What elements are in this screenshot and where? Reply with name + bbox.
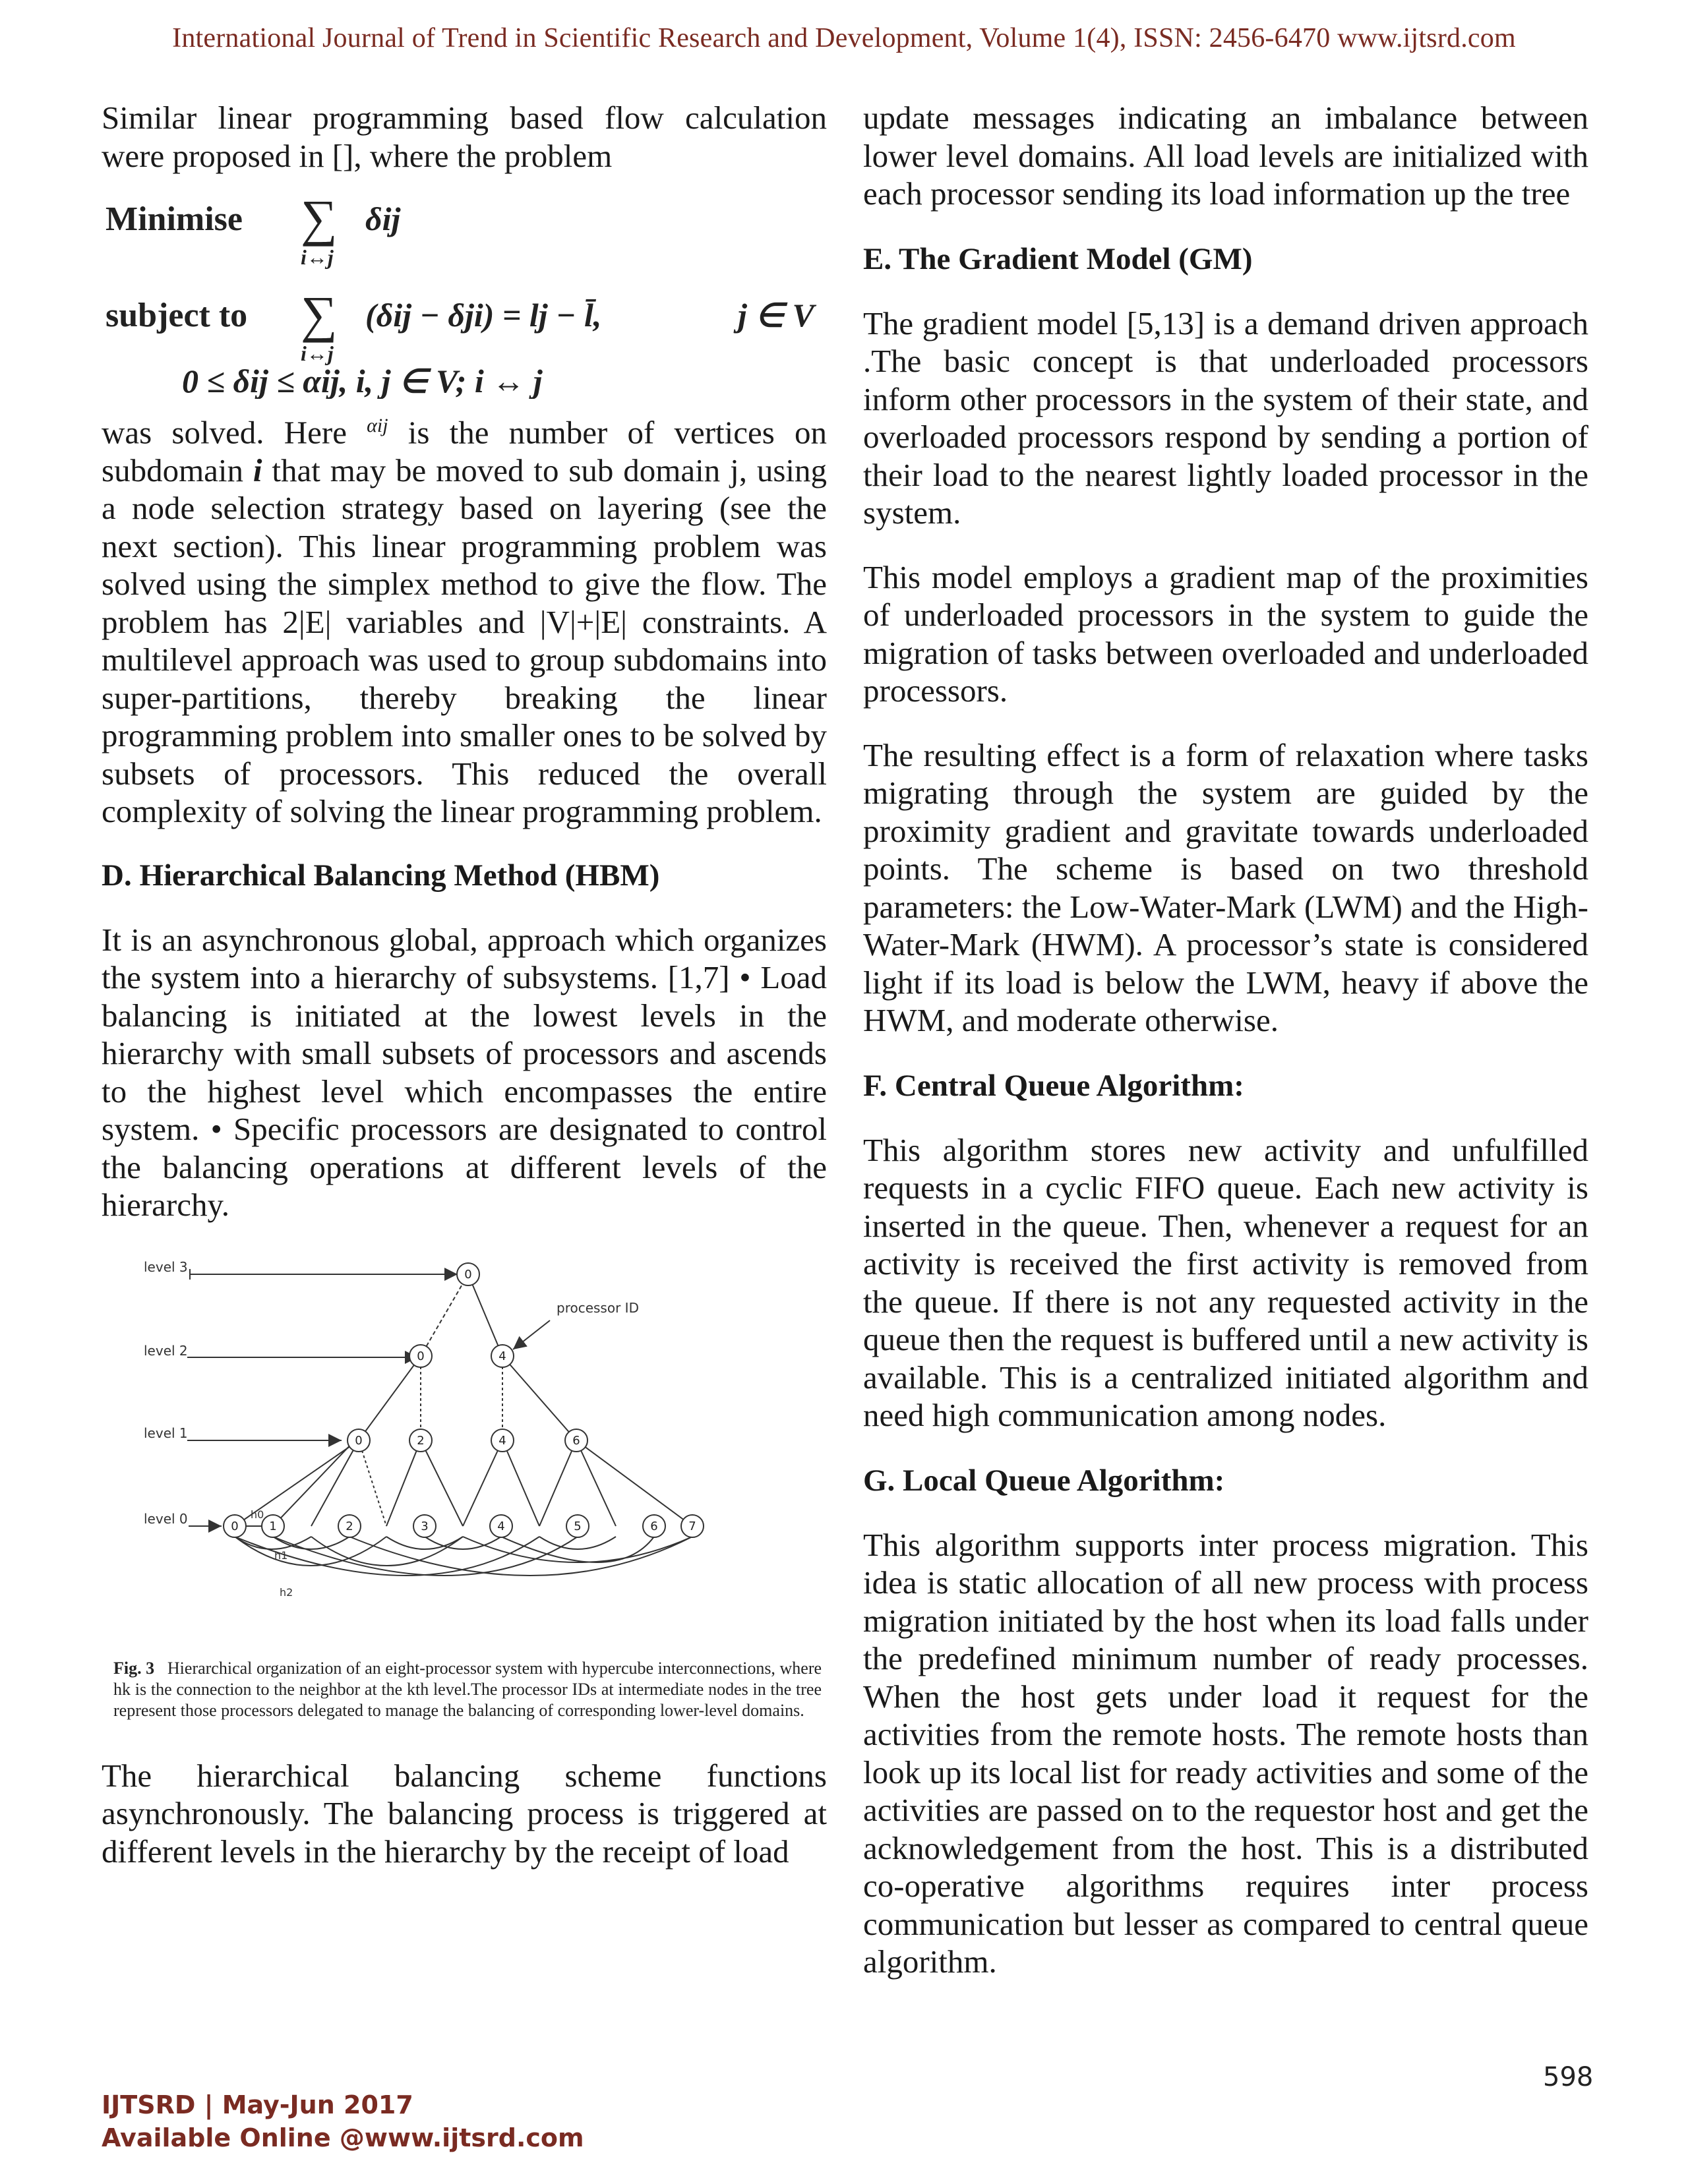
subject-subscript: i↔j — [301, 341, 334, 365]
node-l1-0-id: 0 — [355, 1433, 363, 1448]
gradient-model-paragraph: The gradient model [5,13] is a demand driven approach .The basic concept is that underloaded processors inform other processors in the system of their state, and overloaded processors respond by sending a portion of their load to the nearest lightly loaded processor in the system. — [863, 305, 1588, 531]
hbm-paragraph: It is an asynchronous global, approach which organizes the system into a hierarchy of subsystems. [1,7] • Load balancing is initiated at the lowest levels in the hierarchy with small subsets of processors and ascends to the highest level which encompasses the entire system. • Specific processors are designated to control the balancing operations at different levels of the hierarchy. — [102, 921, 827, 1224]
heading-f: F. Central Queue Algorithm: — [863, 1068, 1244, 1103]
subject-condition: j ∈ V — [738, 297, 814, 334]
node-top-id: 0 — [464, 1267, 472, 1282]
minimise-subscript: i↔j — [301, 245, 334, 269]
level-label-0: level 0 — [144, 1510, 188, 1527]
h2-label: h2 — [280, 1585, 293, 1599]
footer-journal: IJTSRD | May-Jun 2017 — [102, 2090, 413, 2119]
heading-d: D. Hierarchical Balancing Method (HBM) — [102, 858, 660, 893]
node-l0-0-id: 0 — [231, 1519, 239, 1533]
h0-label: h0 — [251, 1508, 264, 1521]
node-l0-2-id: 2 — [346, 1519, 353, 1533]
node-l1-1-id: 2 — [417, 1433, 425, 1448]
simplex-paragraph: was solved. Here $^{\alpha ij}$ is the number of vertices on subdomain i that may be moved to sub domain j, using a node selection strategy based on layering (see the next section). This linear programming problem was solved using the simplex method to give the flow. The problem has 2|E| variables and |V|+|E| constraints. A multilevel approach was used to group subdomains into super-partitions, thereby breaking the linear programming problem into smaller ones to be solved by subsets of processors. This reduced the overall complexity of solving the linear programming problem. — [102, 414, 828, 830]
sum-symbol-1: ∑ — [301, 189, 338, 247]
node-l1-3-id: 6 — [572, 1433, 580, 1448]
node-l0-1-id: 1 — [269, 1519, 277, 1533]
node-l0-6-id: 6 — [650, 1519, 658, 1533]
node-l2-0-id: 0 — [417, 1349, 425, 1363]
minimise-expression: δij — [365, 200, 401, 237]
footer-website[interactable]: Available Online @www.ijtsrd.com — [102, 2123, 584, 2152]
subject-to-keyword: subject to — [106, 297, 248, 334]
node-l2-1-id: 4 — [498, 1349, 506, 1363]
minimise-keyword: Minimise — [106, 200, 243, 238]
hierarchical-scheme-paragraph: The hierarchical balancing scheme functions asynchronously. The balancing process is triggered at different levels in the hierarchy by the receipt of load — [102, 1757, 827, 1870]
i-symbol: i — [253, 452, 262, 488]
node-l0-4-id: 4 — [497, 1519, 505, 1533]
right-column — [863, 99, 1588, 1981]
bound-constraint: 0 ≤ δij ≤ αij, i, j ∈ V; i ↔ j — [182, 363, 543, 399]
figure-caption: Fig. 3 Hierarchical organization of an eight-processor system with hypercube interconnections, where hk is the connection to the neighbor at the kth level.The processor IDs at intermediate nodes in the tree represent those processors delegated to manage the balancing of corresponding lower-level domains. — [113, 1658, 822, 1720]
central-queue-paragraph: This algorithm stores new activity and unfulfilled requests in a cyclic FIFO queue. Each new activity is inserted in the queue. Then, whenever a request for an activity is received the first activity is removed from the queue. If there is not any requested activity in the queue then the request is buffered until a new activity is available. This is a centralized initiated algorithm and need high communication among nodes. — [863, 1131, 1588, 1433]
page-number: 598 — [1543, 2062, 1594, 2092]
gradient-map-paragraph: This model employs a gradient map of the proximities of underloaded processors in the system to guide the migration of tasks between overloaded and underloaded processors. — [863, 558, 1588, 709]
node-l0-5-id: 5 — [574, 1519, 582, 1533]
update-messages-paragraph: update messages indicating an imbalance between lower level domains. All load levels are initialized with each processor sending its load information up the tree — [863, 100, 1588, 212]
local-queue-paragraph: This algorithm supports inter process migration. This idea is static allocation of all new process with process migration initiated by the host when its load falls under the predefined minimum number of ready processes. When the host gets under load it request for the activities from the remote hosts. The remote hosts than look up its local list for ready activities and some of the activities are passed on to the requestor host and get the acknowledgement from the host. This is a distributed co-operative algorithms requires inter process communication but lesser as compared to central queue algorithm. — [863, 1526, 1588, 1980]
node-l0-3-id: 3 — [421, 1519, 429, 1533]
heading-g: G. Local Queue Algorithm: — [863, 1463, 1225, 1498]
node-l0-7-id: 7 — [688, 1519, 696, 1533]
left-column — [102, 99, 827, 1870]
processor-id-label: processor ID — [557, 1299, 639, 1316]
h1-label: h1 — [274, 1549, 288, 1562]
level-label-3: level 3 — [144, 1258, 188, 1275]
journal-header: International Journal of Trend in Scientific Research and Development, Volume 1(4), ISSN: 2456-6470 www.ijtsrd.com — [172, 23, 1516, 53]
optimization-formula — [102, 175, 827, 399]
sum-symbol-2: ∑ — [301, 285, 338, 343]
subject-expression: (δij − δji) = lj − l̄, — [365, 297, 602, 334]
intro-paragraph: Similar linear programming based flow calculation were proposed in [], where the problem — [102, 100, 827, 174]
heading-e: E. The Gradient Model (GM) — [863, 241, 1253, 276]
page-footer — [102, 2088, 584, 2154]
level-label-1: level 1 — [144, 1425, 188, 1441]
alpha-symbol: αij — [367, 415, 388, 436]
relaxation-paragraph: The resulting effect is a form of relaxation where tasks migrating through the system are guided by the proximity gradient and gravitate towards underloaded points. The scheme is based on two threshold parameters: the Low-Water-Mark (LWM) and the High- Water-Mark (HWM). A processor’s state is considered light if its load is below the LWM, heavy if above the HWM, and moderate otherwise. — [863, 736, 1588, 1038]
node-l1-2-id: 4 — [498, 1433, 506, 1448]
level-label-2: level 2 — [144, 1342, 188, 1359]
hierarchy-figure — [102, 1239, 827, 1654]
